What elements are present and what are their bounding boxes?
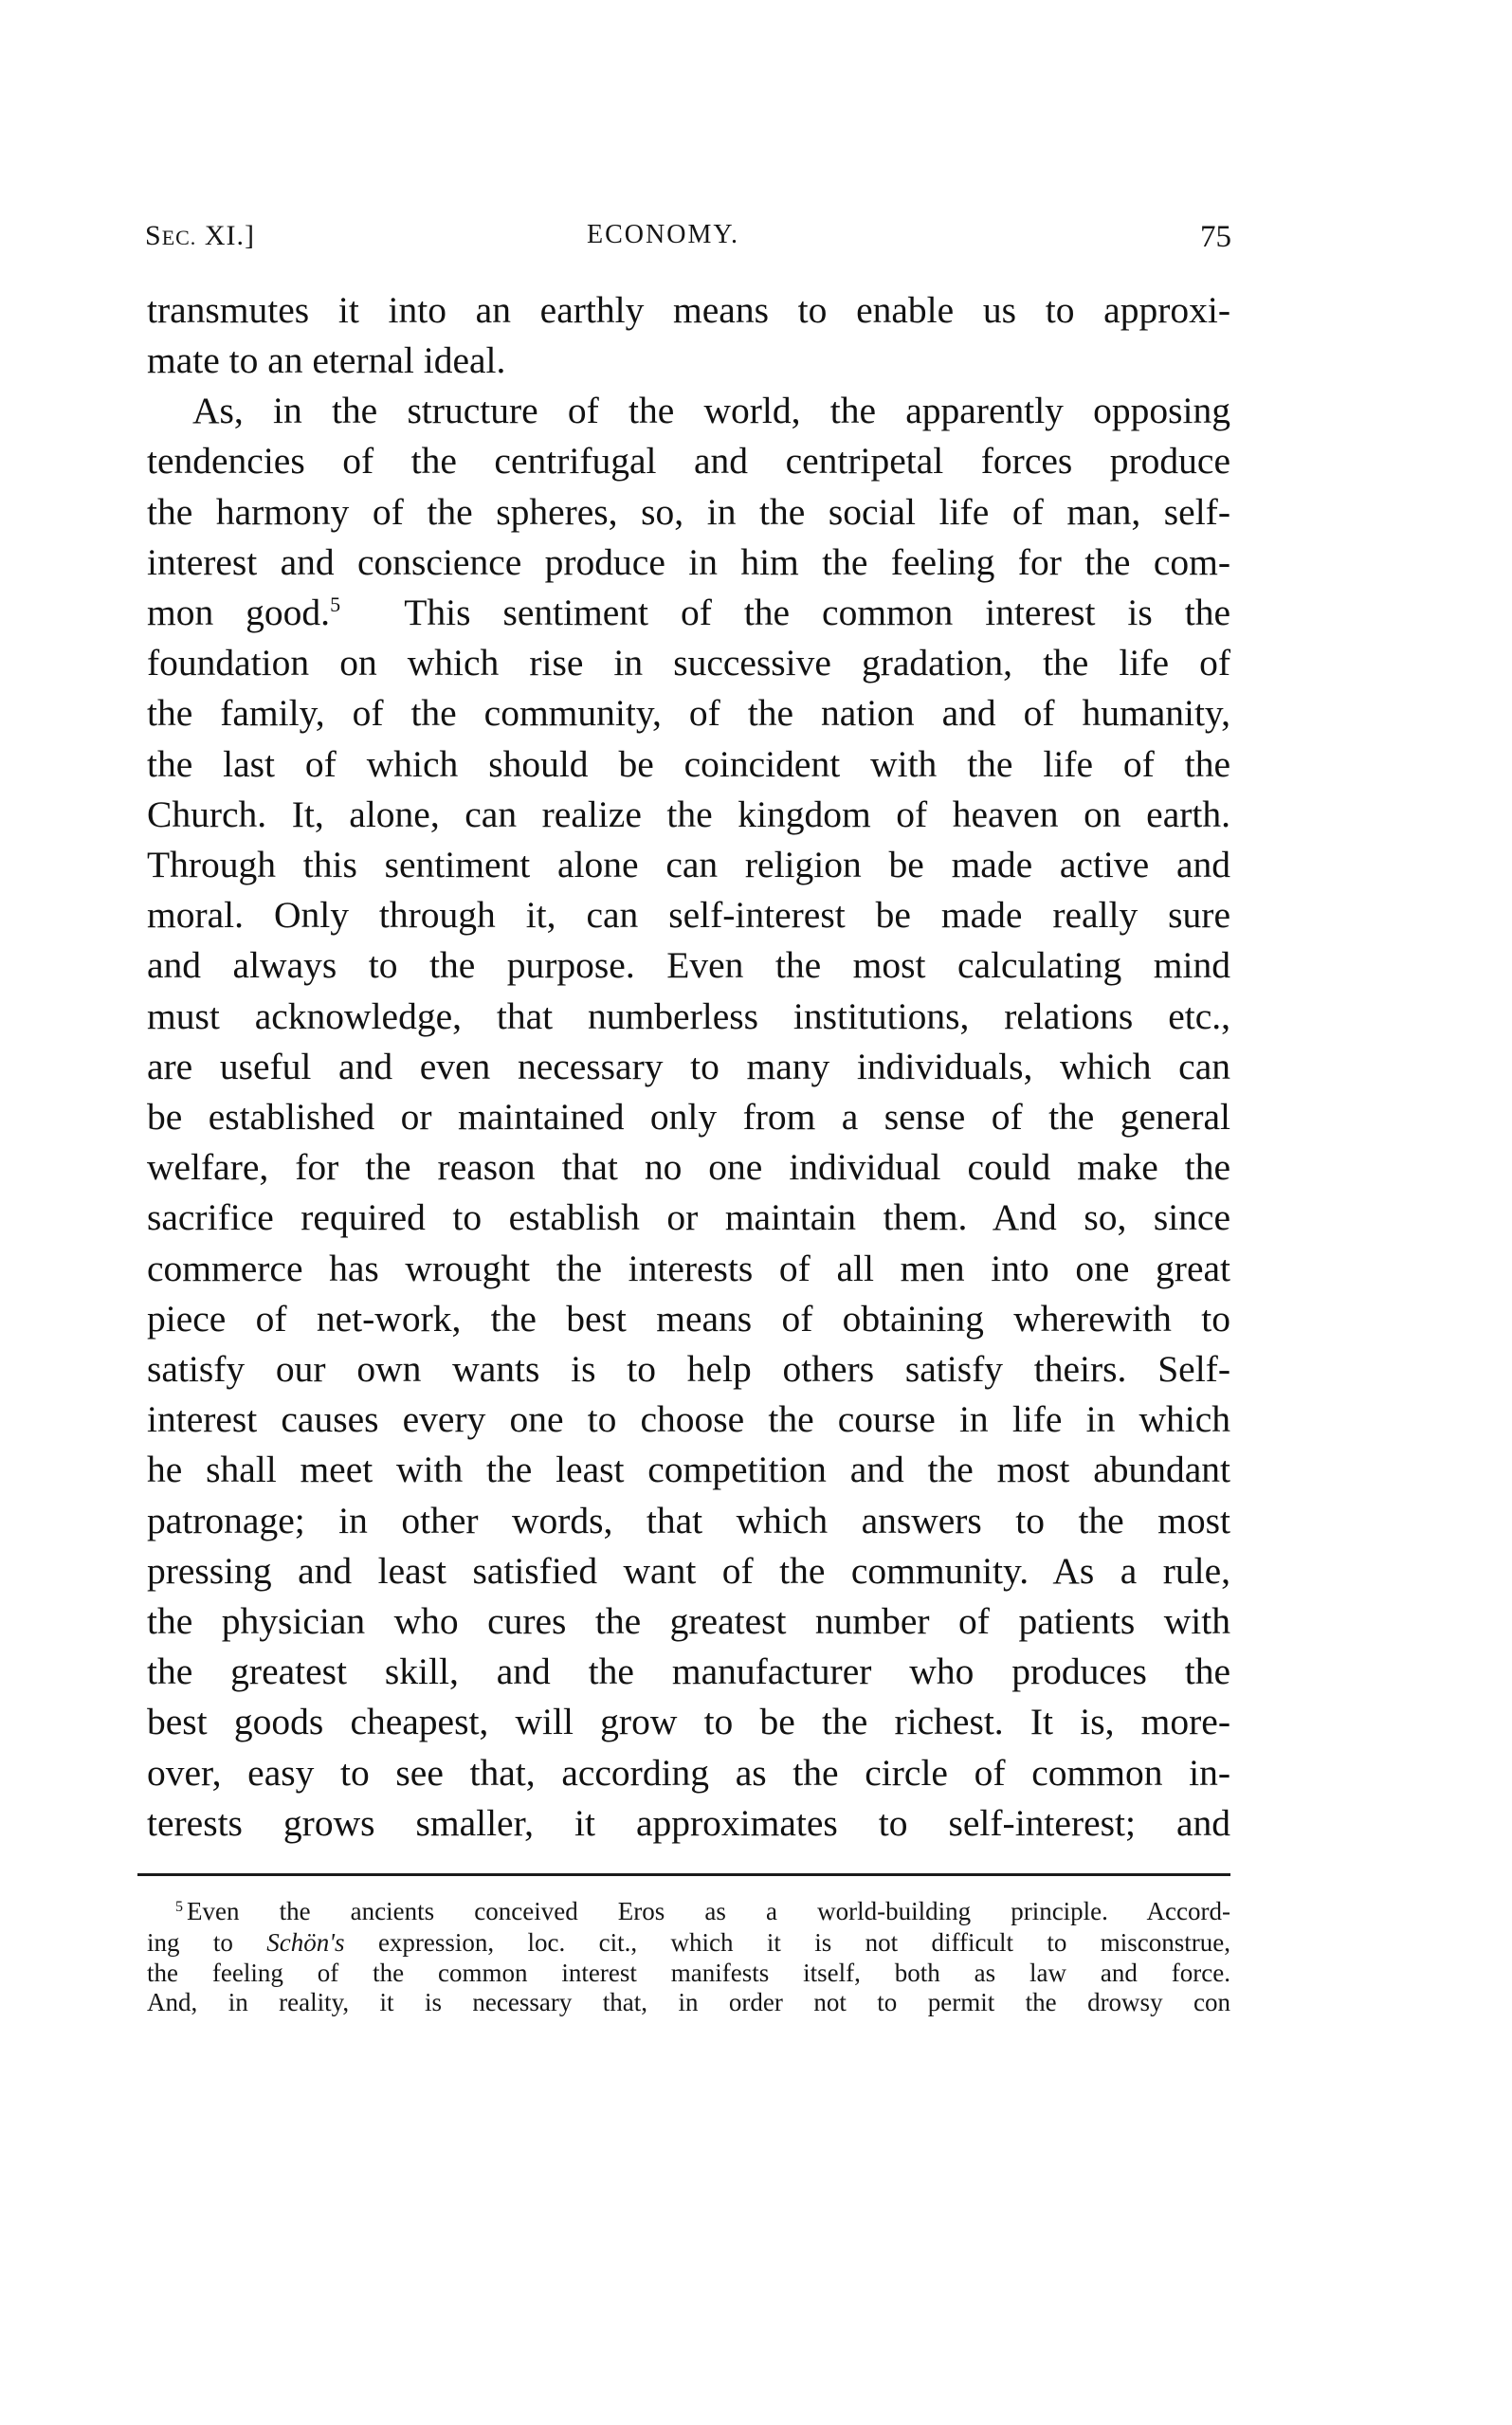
text-line: foundation on which rise in successive gradation, the life of [147,642,1230,684]
footnote-italic-name: Schön's [266,1928,345,1957]
text-line: interest causes every one to choose the course in life in which [147,1398,1230,1440]
footnote-marker: 5 [175,1899,183,1915]
text-line: he shall meet with the least competition and the most abundant [147,1449,1230,1490]
text-fragment: mon good. [147,592,331,633]
text-line [147,587,1230,638]
footnote-line: And, in reality, it is necessary that, in order not to permit the drowsy con [147,1988,1230,2016]
section-prefix-smallcaps: EC. [161,226,197,249]
section-prefix: S [145,220,162,251]
chapter-title: ECONOMY. [587,220,739,249]
text-line: commerce has wrought the interests of all men into one great [147,1248,1230,1289]
text-line: Through this sentiment alone can religion be made active and [147,844,1230,885]
text-line: sacrifice required to establish or maintain them. And so, since [147,1196,1230,1238]
footnote-text: Even the ancients conceived Eros as a world-building principle. Accord- [187,1897,1230,1925]
text-line: the harmony of the spheres, so, in the social life of man, self- [147,491,1230,533]
text-line: tendencies of the centrifugal and centripetal forces produce [147,440,1230,482]
text-line: the last of which should be coincident with the life of the [147,743,1230,785]
text-line: pressing and least satisfied want of the community. As a rule, [147,1550,1230,1592]
footnote-reference[interactable]: 5 [330,593,341,616]
text-line: are useful and even necessary to many individuals, which can [147,1046,1230,1087]
text-line: mate to an eternal ideal. [147,339,506,381]
text-line: interest and conscience produce in him the feeling for the com- [147,541,1230,583]
text-line: piece of net-work, the best means of obtaining wherewith to [147,1298,1230,1340]
text-line: over, easy to see that, according as the circle of common in- [147,1752,1230,1794]
text-line: terests grows smaller, it approximates to self-interest; and [147,1802,1230,1844]
footnote-text: ing to [147,1928,233,1957]
footnote-text: expression, loc. cit., which it is not difficult to misconstrue, [377,1928,1231,1957]
text-line: the family, of the community, of the nation and of humanity, [147,692,1230,734]
text-line: satisfy our own wants is to help others satisfy theirs. Self- [147,1348,1230,1390]
text-line: be established or maintained only from a sense of the general [147,1096,1230,1138]
text-fragment: This sentiment of the common interest is the [404,592,1230,633]
text-line: and always to the purpose. Even the most calculating mind [147,944,1230,986]
text-line: transmutes it into an earthly means to enable us to approxi- [147,289,1230,331]
text-line: moral. Only through it, can self-interest be made really sure [147,894,1230,936]
text-line: Church. It, alone, can realize the kingdom of heaven on earth. [147,793,1230,835]
footnote-line: the feeling of the common interest manifests itself, both as law and force. [147,1959,1230,1987]
text-line: the physician who cures the greatest number of patients with [147,1600,1230,1642]
footnote-line [147,1896,1230,1927]
footnote-line [147,1927,1230,1959]
section-label [145,220,255,252]
text-line: welfare, for the reason that no one individual could make the [147,1146,1230,1188]
running-head [145,220,1231,258]
section-number: XI.] [204,220,255,251]
text-line: patronage; in other words, that which answers to the most [147,1500,1230,1541]
text-line: must acknowledge, that numberless institutions, relations etc., [147,995,1230,1037]
text-line: best goods cheapest, will grow to be the richest. It is, more- [147,1701,1230,1742]
footnote-divider [137,1873,1230,1876]
text-line: the greatest skill, and the manufacturer who produces the [147,1650,1230,1692]
page-number: 75 [1200,220,1231,254]
paragraph-start-line: As, in the structure of the world, the apparently opposing [192,390,1230,431]
